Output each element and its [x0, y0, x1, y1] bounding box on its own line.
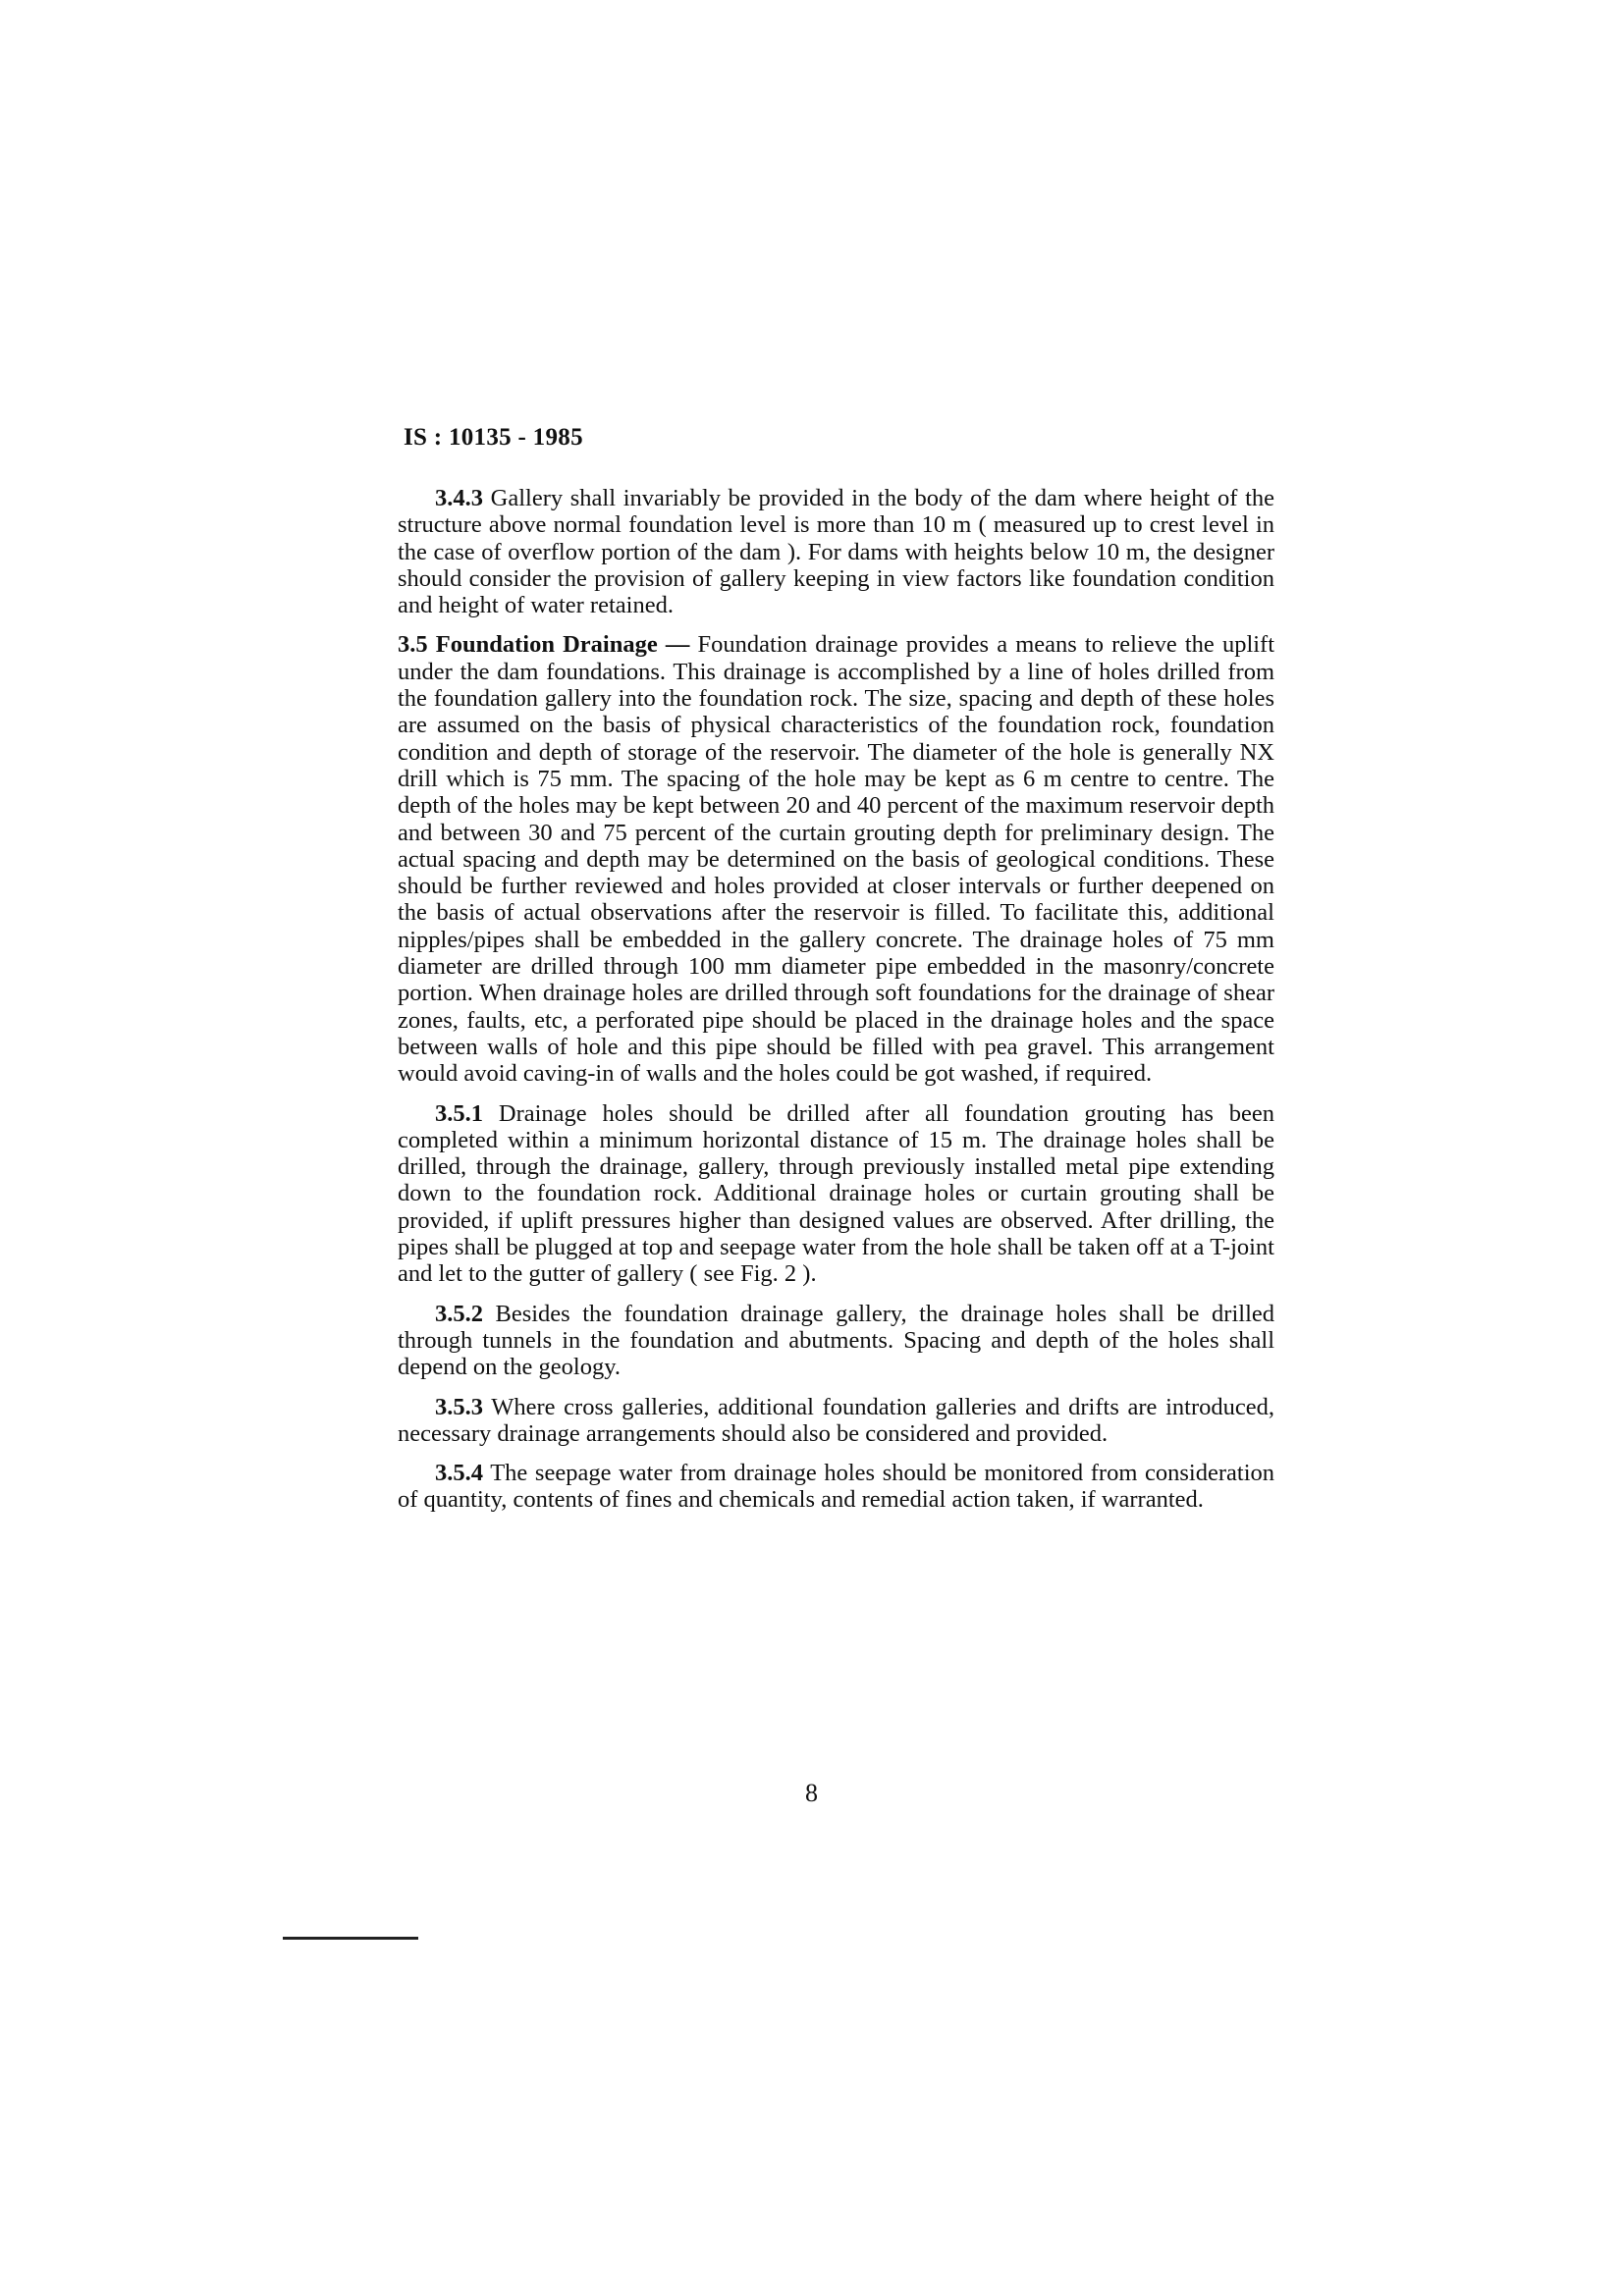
footer-rule: [283, 1937, 418, 1940]
page-number: 8: [805, 1779, 818, 1807]
clause-number: 3.5: [398, 631, 428, 659]
clause-text: Drainage holes should be drilled after all foundation grouting has been completed within a minimum horizontal distance of 15 m. The drainage holes shall be drilled, through the drainage, gallery, through previously installed metal pipe extending down to the foundation rock. Additional drainage holes or curtain grouting shall be provided, if uplift pressures higher than designed values are observed. After drilling, the pipes shall be plugged at top and seepage water from the hole shall be taken off at a T-joint and let to the gutter of gallery ( see Fig. 2 ).: [398, 1099, 1275, 1288]
clause-3-5: [398, 631, 1274, 1087]
clause-number: 3.4.3: [435, 485, 483, 511]
clause-title: Foundation Drainage —: [435, 631, 690, 659]
document-body: [398, 485, 1274, 1514]
clause-3-5-2: [398, 1301, 1274, 1381]
clause-number: 3.5.3: [435, 1393, 483, 1420]
clause-text: Gallery shall invariably be provided in the body of the dam where height of the structure above normal foundation level is more than 10 m ( measured up to crest level in the case of overflow portion of the dam ). For dams with heights below 10 m, the designer should consider the provision of gallery keeping in view factors like foundation condition and height of water retained.: [398, 485, 1275, 619]
clause-3-5-4: [398, 1460, 1274, 1514]
clause-3-4-3: [398, 485, 1274, 618]
clause-text: Foundation drainage provides a means to relieve the uplift under the dam foundations. This drainage is accomplished by a line of holes drilled from the foundation gallery into the foundation rock. The size, spacing and depth of these holes are assumed on the basis of physical characteristics of the foundation rock, foundation condition and depth of storage of the reservoir. The diameter of the hole is generally NX drill which is 75 mm. The spacing of the hole may be kept as 6 m centre to centre. The depth of the holes may be kept between 20 and 40 percent of the maximum reservoir depth and between 30 and 75 percent of the curtain grouting depth for preliminary design. The actual spacing and depth may be determined on the basis of geological conditions. These should be further reviewed and holes provided at closer intervals or further deepened on the basis of actual observations after the reservoir is filled. To facilitate this, additional nipples/pipes shall be embedded in the gallery concrete. The drainage holes of 75 mm diameter are drilled through 100 mm diameter pipe embedded in the masonry/concrete portion. When drainage holes are drilled through soft foundations for the drainage of shear zones, faults, etc, a perforated pipe should be placed in the drainage holes and the space between walls of hole and this pipe should be filled with pea gravel. This arrangement would avoid caving-in of walls and the holes could be got washed, if required.: [398, 631, 1275, 1088]
clause-text: Besides the foundation drainage gallery, the drainage holes shall be drilled through tunnels in the foundation and abutments. Spacing and depth of the holes shall depend on the geology.: [398, 1300, 1274, 1381]
clause-number: 3.5.1: [435, 1099, 483, 1127]
clause-number: 3.5.2: [435, 1300, 483, 1327]
clause-3-5-1: [398, 1100, 1274, 1288]
clause-text: The seepage water from drainage holes should be monitored from consideration of quantity, contents of fines and chemicals and remedial action taken, if warranted.: [398, 1460, 1274, 1514]
clause-3-5-3: [398, 1394, 1274, 1448]
standard-header: IS : 10135 - 1985: [404, 424, 583, 451]
clause-number: 3.5.4: [435, 1460, 483, 1487]
clause-text: Where cross galleries, additional foundation galleries and drifts are introduced, necessary drainage arrangements should also be considered and provided.: [398, 1393, 1275, 1447]
